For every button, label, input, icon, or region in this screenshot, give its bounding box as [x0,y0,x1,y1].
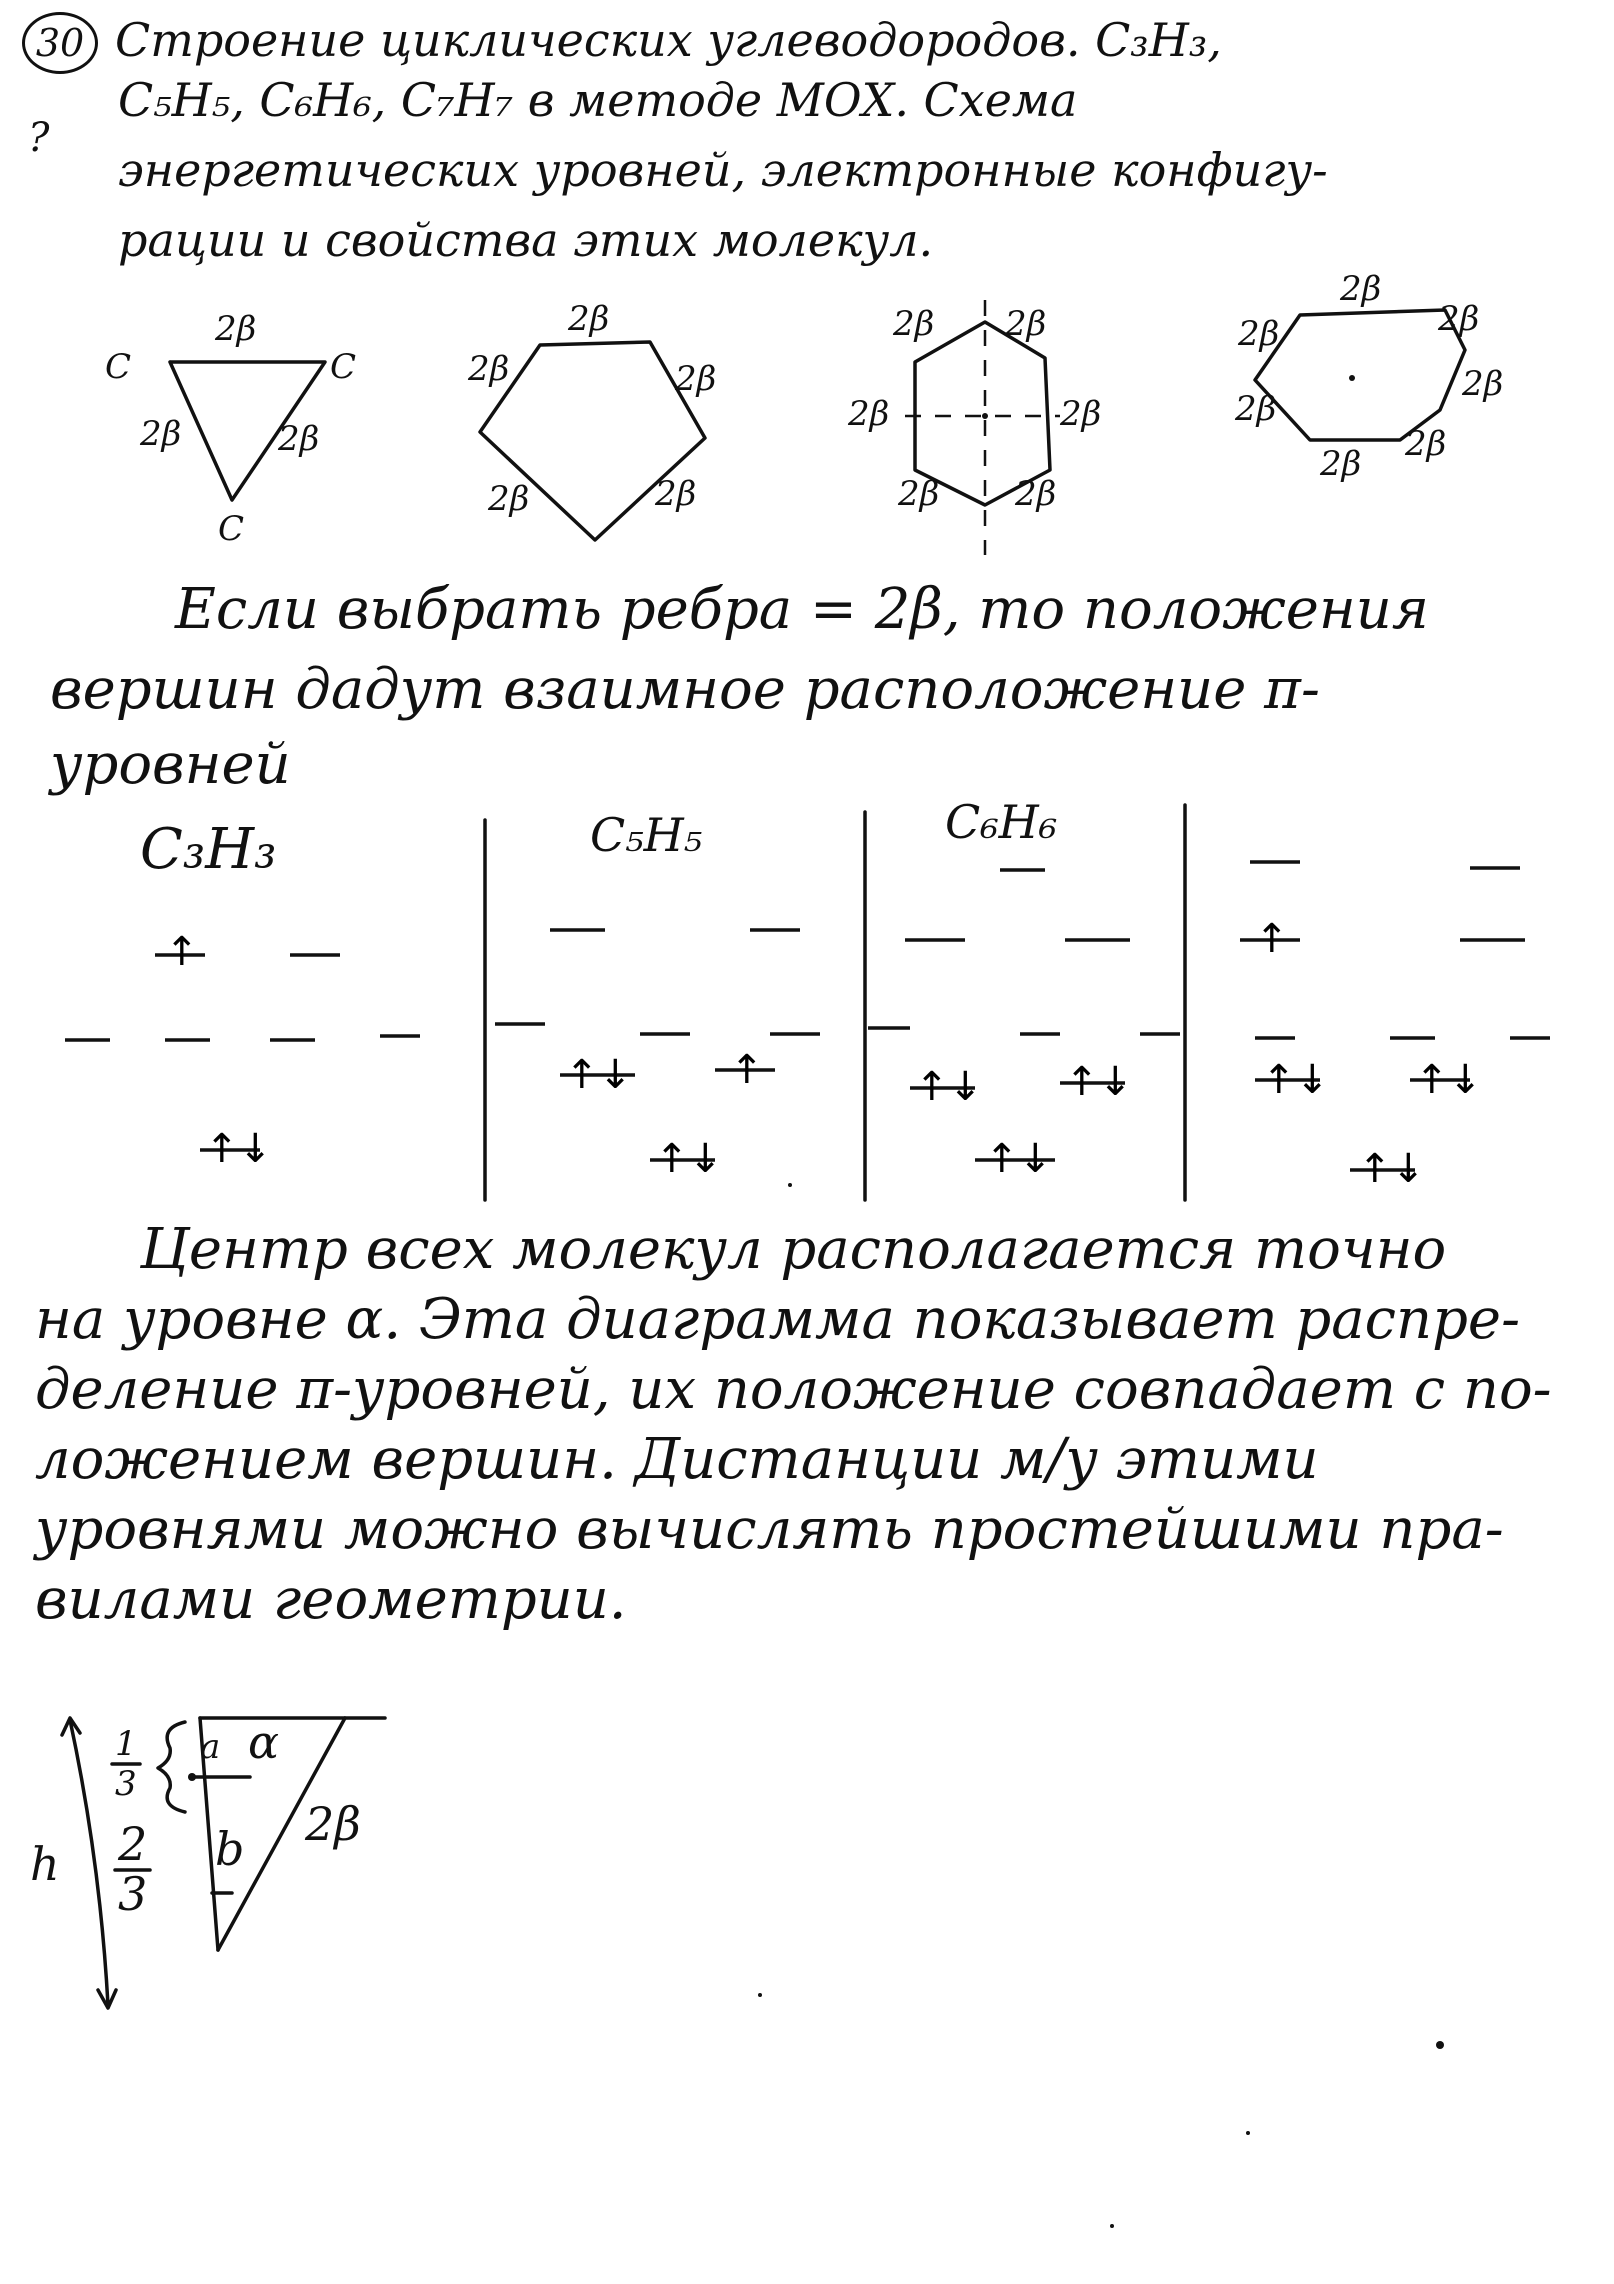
label-b: b [215,1822,245,1876]
edge-label: 2β [655,474,697,514]
edge-label: 2β [893,304,935,344]
edge-label: 2β [1060,394,1102,434]
paragraph-1-line-2: вершин дадут взаимное расположение π- [50,657,1320,722]
electron-pair: ↑↓ [1415,1057,1483,1103]
edge-label: 2β [215,309,257,349]
paragraph-1-line-1: Если выбрать ребра = 2β, то положения [175,577,1429,642]
edge-label: 2β [1235,389,1277,429]
label-one: 1 [115,1724,137,1764]
label-three-big: 3 [118,1867,148,1921]
electron-pair: ↑↓ [565,1052,633,1098]
edge-label: 2β [1438,299,1480,339]
label-two-beta: 2β [305,1797,361,1851]
paragraph-1-line-3: уровней [50,732,291,797]
problem-number: 30 [22,12,98,74]
stray-dot [1110,2224,1114,2228]
label-three: 3 [115,1764,137,1804]
vertex-label: C [330,347,357,387]
edge-label: 2β [848,394,890,434]
edge-label: 2β [1320,444,1362,484]
stray-dot [788,1183,792,1187]
label-h: h [30,1837,60,1891]
edge-label: 2β [488,479,530,519]
edge-label: 2β [1405,424,1447,464]
paragraph-2-line-5: уровнями можно вычислять простейшими пра- [35,1497,1504,1562]
edge-label: 2β [468,349,510,389]
level-diagram-label-c3h3: C₃H₃ [140,817,277,882]
heading-line-3: энергетических уровней, электронные конфигу- [118,143,1328,197]
paragraph-2-line-6: вилами геометрии. [35,1567,627,1632]
edge-label: 2β [1462,364,1504,404]
stray-dot [758,1993,762,1997]
edge-label: 2β [1340,269,1382,309]
edge-label: 2β [675,359,717,399]
stray-dot [1436,2041,1444,2049]
edge-label: 2β [1238,314,1280,354]
paragraph-2-line-2: на уровне α. Эта диаграмма показывает распре- [35,1287,1520,1352]
edge-label: 2β [568,299,610,339]
edge-label: 2β [898,474,940,514]
electron-pair: ↑↓ [1065,1059,1133,1105]
heading-line-1: Строение циклических углеводородов. C₃H₃, [115,13,1222,67]
edge-label: 2β [1005,304,1047,344]
heading-line-2: C₅H₅, C₆H₆, C₇H₇ в методе МОХ. Схема [118,73,1078,127]
electron-pair: ↑↓ [1262,1057,1330,1103]
margin-question-mark: ? [28,115,50,161]
heading-line-4: рации и свойства этих молекул. [118,213,934,267]
edge-label: 2β [140,414,182,454]
label-alpha: α [248,1715,280,1769]
level-diagram-label-c5h5: C₅H₅ [590,808,703,862]
brace [158,1722,185,1812]
stray-dot [1246,2131,1250,2135]
edge-label: 2β [278,419,320,459]
electron-pair: ↑↓ [1358,1146,1426,1192]
label-two: 2 [118,1817,148,1871]
electron-single: ↑ [730,1047,764,1093]
vertex-label: C [218,509,245,549]
electron-pair: ↑↓ [655,1136,723,1182]
electron-pair: ↑↓ [985,1136,1053,1182]
paragraph-2-line-3: деление π-уровней, их положение совпадает с по- [35,1357,1552,1422]
center-point [188,1773,196,1781]
paragraph-2-line-1: Центр всех молекул располагается точно [140,1217,1447,1282]
electron-pair: ↑↓ [205,1126,273,1172]
height-arrow-line [70,1720,108,2005]
edge-label: 2β [1015,474,1057,514]
paragraph-2-line-4: ложением вершин. Дистанции м/у этими [35,1427,1319,1492]
electron-single: ↑ [1255,916,1289,962]
level-diagram-label-c6h6: C₆H₆ [945,795,1058,849]
vertex-label: C [105,347,132,387]
electron-single: ↑ [165,929,199,975]
electron-pair: ↑↓ [915,1064,983,1110]
label-a: a [200,1727,221,1767]
